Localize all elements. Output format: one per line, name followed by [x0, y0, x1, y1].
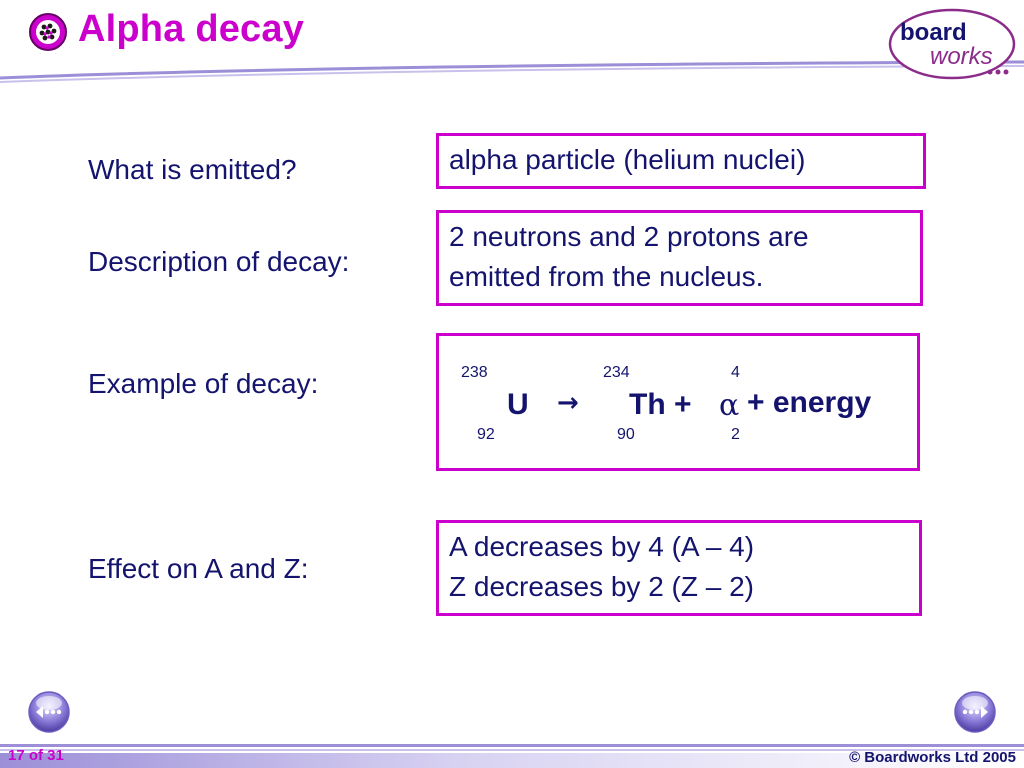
th-atomic-number: 90: [617, 426, 635, 443]
label-effect: Effect on A and Z:: [88, 553, 309, 584]
logo-text-bottom: works: [930, 43, 993, 70]
boardworks-logo: [886, 6, 1018, 82]
label-description: Description of decay:: [88, 246, 350, 277]
next-slide-button[interactable]: [953, 690, 997, 734]
u-mass-number: 238: [461, 364, 488, 381]
alpha-symbol: α: [719, 388, 740, 423]
atom-icon: [28, 12, 68, 52]
th-symbol: Th +: [629, 388, 692, 421]
answer-description-text: [439, 213, 920, 301]
answer-effect-line-2: Z decreases by 2 (Z – 2): [449, 571, 755, 602]
u-atomic-number: 92: [477, 426, 495, 443]
answer-box-emitted[interactable]: [436, 133, 926, 189]
header-divider: [0, 56, 1024, 86]
alpha-atomic-number: 2: [731, 426, 740, 443]
answer-box-example[interactable]: [436, 333, 920, 471]
alpha-mass-number: 4: [731, 364, 740, 381]
label-example: Example of decay:: [88, 368, 319, 399]
answer-effect-text: [439, 523, 919, 611]
previous-slide-button[interactable]: [27, 690, 71, 734]
answer-description-line-2: emitted from the nucleus.: [449, 261, 764, 292]
th-mass-number: 234: [603, 364, 630, 381]
logo-text-top: board: [900, 19, 967, 46]
label-what-emitted: What is emitted?: [88, 154, 297, 185]
slide-number: 17 of 31: [8, 747, 64, 764]
answer-effect-line-1: A decreases by 4 (A – 4): [449, 531, 755, 562]
arrow-icon: →: [557, 388, 579, 418]
answer-box-effect[interactable]: [436, 520, 922, 616]
u-symbol: U: [507, 388, 529, 421]
answer-description-line-1: 2 neutrons and 2 protons are: [449, 221, 809, 252]
energy-text: + energy: [747, 386, 872, 419]
copyright: © Boardworks Ltd 2005: [849, 749, 1016, 766]
answer-emitted-text: alpha particle (helium nuclei): [449, 144, 806, 175]
page-title: Alpha decay: [78, 8, 305, 50]
answer-box-description[interactable]: [436, 210, 923, 306]
